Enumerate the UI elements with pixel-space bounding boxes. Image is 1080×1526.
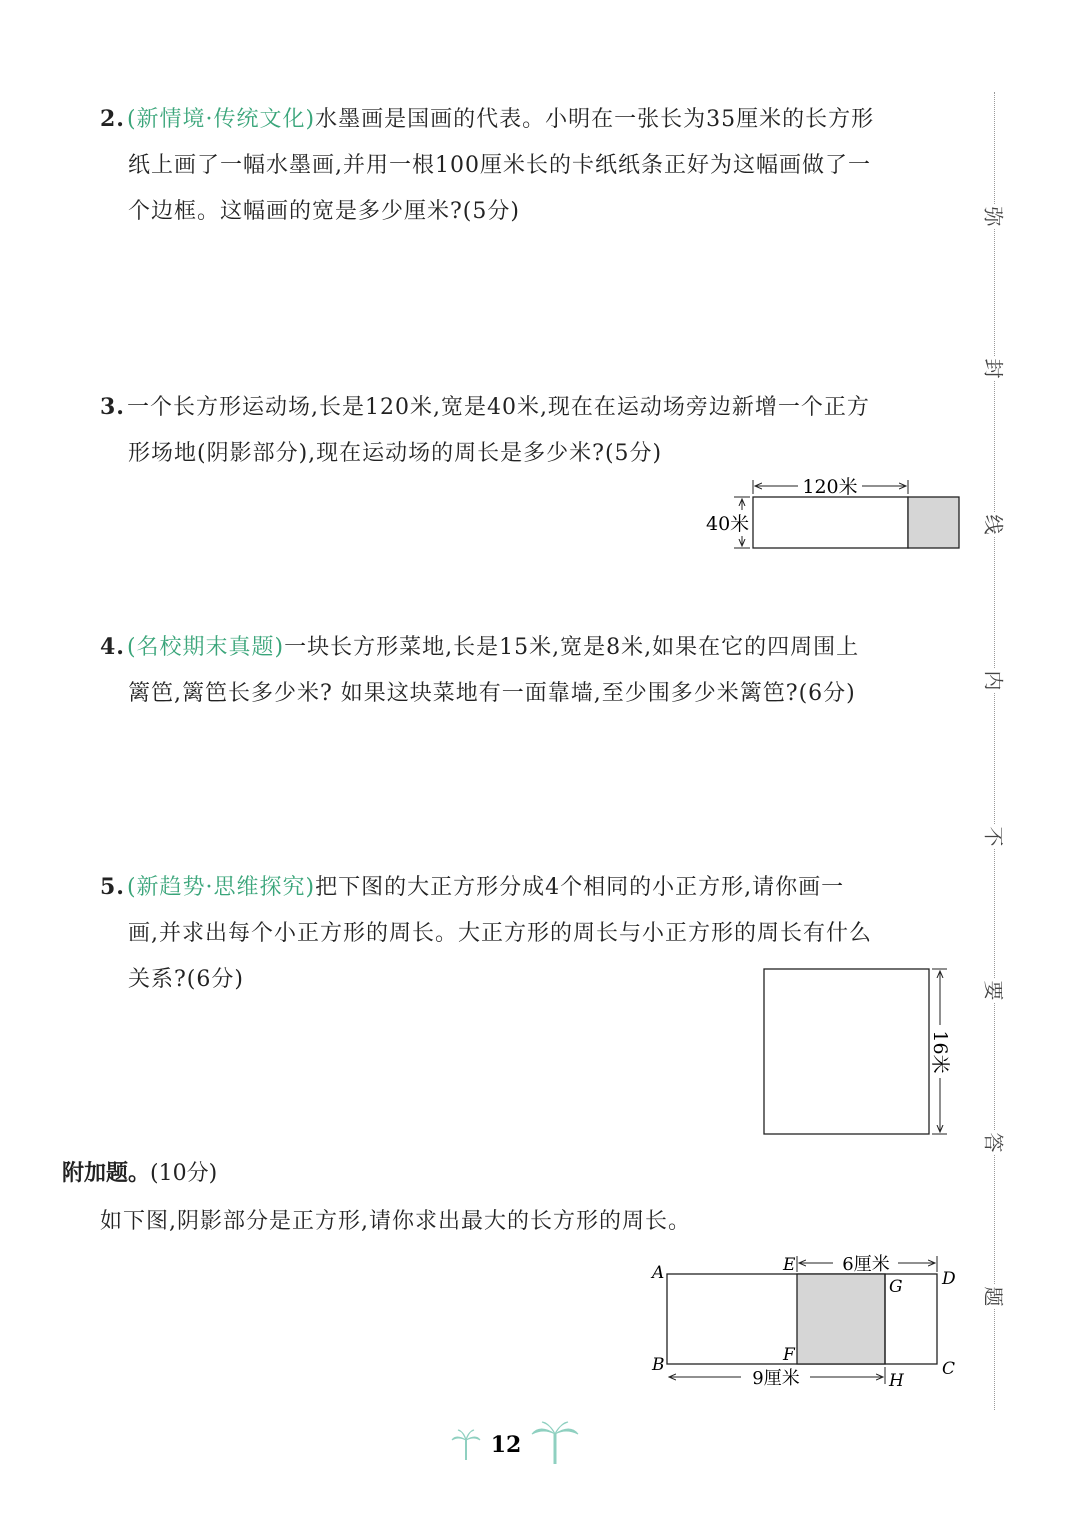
q5-line-3: 关系?(6分) <box>128 967 244 992</box>
q3-line-1 <box>100 384 965 431</box>
question-number: 3. <box>100 394 125 420</box>
point-h: H <box>889 1371 904 1391</box>
question-tag: (新趋势·思维探究) <box>126 875 316 900</box>
bonus-figure <box>640 1246 970 1396</box>
margin-char: 不 <box>981 825 1010 849</box>
question-tag: (新情境·传统文化) <box>126 107 316 132</box>
side-label: 16米 <box>929 1030 951 1074</box>
q2-line-2: 纸上画了一幅水墨画,并用一根100厘米长的卡纸纸条正好为这幅画做了一 <box>128 153 871 178</box>
margin-char: 题 <box>981 1285 1010 1309</box>
question-number: 2. <box>100 106 125 132</box>
q5-line-1 <box>100 864 965 911</box>
bottom-dimension: 9厘米 <box>752 1368 800 1389</box>
question-2 <box>100 96 965 235</box>
margin-char: 弥 <box>981 205 1010 229</box>
q5-text-1: 把下图的大正方形分成4个相同的小正方形,请你画一 <box>315 875 845 900</box>
point-c: C <box>942 1359 956 1379</box>
bonus-title <box>62 1156 217 1187</box>
question-tag: (名校期末真题) <box>126 635 285 660</box>
palm-tree-icon <box>532 1422 578 1464</box>
binding-dotted-line <box>994 92 995 1410</box>
bonus-question-text: 如下图,阴影部分是正方形,请你求出最大的长方形的周长。 <box>100 1209 691 1234</box>
length-label: 120米 <box>802 476 858 498</box>
page-number: 12 <box>490 1432 522 1458</box>
width-label: 40米 <box>706 513 750 535</box>
question-number: 4. <box>100 634 125 660</box>
margin-char: 封 <box>981 357 1010 381</box>
point-e: E <box>783 1255 796 1275</box>
question-4 <box>100 624 965 717</box>
margin-char: 线 <box>981 513 1010 537</box>
margin-char: 内 <box>981 669 1010 693</box>
q2-text-1: 水墨画是国画的代表。小明在一张长为35厘米的长方形 <box>315 107 875 132</box>
q3-line-2: 形场地(阴影部分),现在运动场的周长是多少米?(5分) <box>128 441 663 466</box>
point-g: G <box>889 1277 903 1297</box>
q5-line-2: 画,并求出每个小正方形的周长。大正方形的周长与小正方形的周长有什么 <box>128 921 872 946</box>
q2-line-3: 个边框。这幅画的宽是多少厘米?(5分) <box>128 199 520 224</box>
bonus-title-text: 附加题。 <box>62 1161 151 1186</box>
question-3 <box>100 384 965 477</box>
point-a: A <box>652 1263 665 1283</box>
palm-tree-icon <box>452 1430 480 1460</box>
shaded-square-efgh <box>797 1274 885 1364</box>
page-footer <box>450 1420 610 1470</box>
q5-figure <box>755 960 970 1145</box>
big-square <box>764 969 929 1134</box>
margin-char: 答 <box>981 1131 1010 1155</box>
field-rectangle <box>753 497 908 548</box>
q3-figure <box>690 470 980 560</box>
shaded-square <box>908 497 959 548</box>
top-dimension: 6厘米 <box>842 1254 890 1275</box>
point-d: D <box>942 1269 956 1289</box>
q4-text-1: 一块长方形菜地,长是15米,宽是8米,如果在它的四周围上 <box>284 635 860 660</box>
bonus-points: (10分) <box>150 1161 218 1186</box>
q4-line-1 <box>100 624 965 671</box>
q4-line-2: 篱笆,篱笆长多少米? 如果这块菜地有一面靠墙,至少围多少米篱笆?(6分) <box>128 681 856 706</box>
question-number: 5. <box>100 874 125 900</box>
margin-char: 要 <box>981 979 1010 1003</box>
q3-text-1: 一个长方形运动场,长是120米,宽是40米,现在在运动场旁边新增一个正方 <box>126 395 870 420</box>
point-f: F <box>783 1345 795 1365</box>
point-b: B <box>652 1355 665 1375</box>
binding-margin <box>981 92 1006 1410</box>
q2-line-1 <box>100 96 965 143</box>
